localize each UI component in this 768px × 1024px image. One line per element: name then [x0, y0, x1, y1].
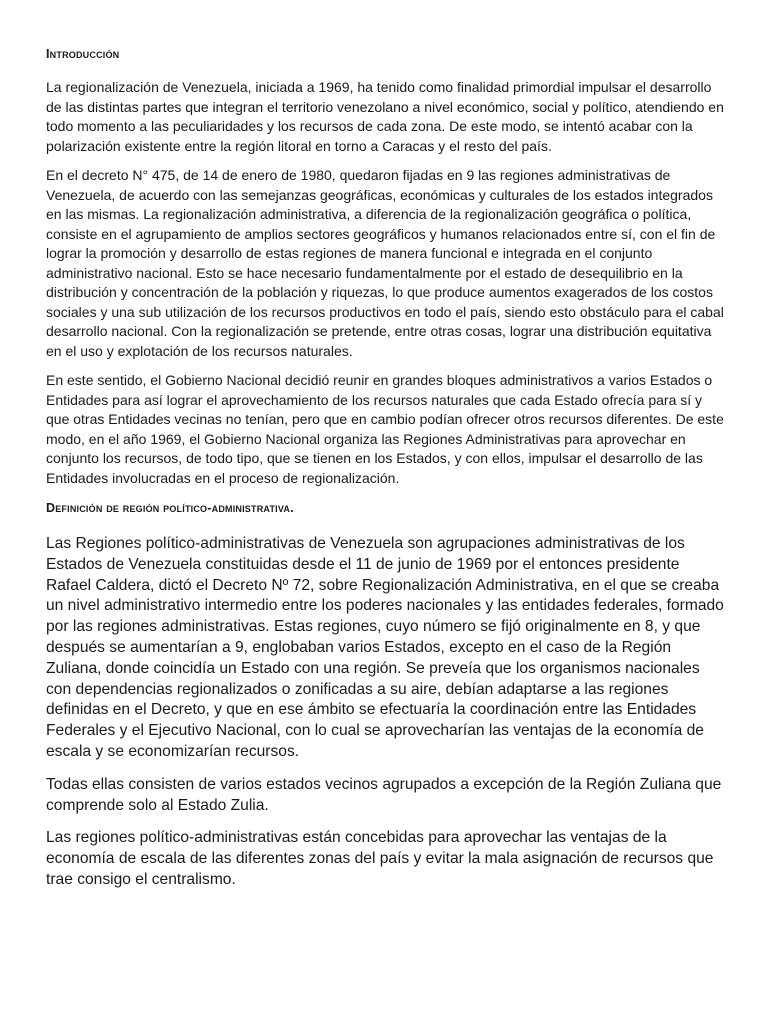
section-heading-definicion: Definición de región político-administrativa. [46, 501, 294, 515]
paragraph: En este sentido, el Gobierno Nacional decidió reunir en grandes bloques administrativos a varios Estados o Entidades para así lograr el aprovechamiento de los recursos naturales que cada Estado ofrecía para sí y que otras Entidades vecinas no tenían, pero que en cambio podían ofrecer otros recursos diferentes. De este modo, en el año 1969, el Gobierno Nacional organiza las Regiones Administrativas para aprovechar en conjunto los recursos, de todo tipo, que se tienen en los Estados, y con ellos, impulsar el desarrollo de las Entidades involucradas en el proceso de regionalización. [46, 372, 724, 486]
paragraph: En el decreto N° 475, de 14 de enero de 1980, quedaron fijadas en 9 las regiones administrativas de Venezuela, de acuerdo con las semejanzas geográficas, económicas y culturales de los estados integrados en las mismas. La regionalización administrativa, a diferencia de la regionalización geográfica o política, consiste en el agrupamiento de amplios sectores geográficos y humanos relacionados entre sí, con el fin de lograr la promoción y desarrollo de estas regiones de manera funcional e integrada en el conjunto administrativo nacional. Esto se hace necesario fundamentalmente por el estado de desequilibrio en la distribución y concentración de la población y riquezas, lo que produce aumentos exagerados de los costos sociales y una sub utilización de los recursos productivos en todo el país, siendo esto obstáculo para el cabal desarrollo nacional. Con la regionalización se pretende, entre otras cosas, lograr una distribución equitativa en el uso y explotación de los recursos naturales. [46, 167, 724, 359]
paragraph: Todas ellas consisten de varios estados vecinos agrupados a excepción de la Región Zuliana que comprende solo al Estado Zulia. [46, 775, 722, 814]
document-page [46, 44, 726, 903]
paragraph: Las Regiones político-administrativas de Venezuela son agrupaciones administrativas de los Estados de Venezuela constituidas desde el 11 de junio de 1969 por el entonces presidente Rafael Caldera, dictó el Decreto Nº 72, sobre Regionalización Administrativa, en el que se creaba un nivel administrativo intermedio entre los poderes nacionales y las entidades federales, formado por las regiones administrativas. Estas regiones, cuyo número se fijó originalmente en 8, y que después se aumentarían a 9, englobaban varios Estados, excepto en el caso de la Región Zuliana, donde coincidía un Estado con una región. Se preveía que los organismos nacionales con dependencias regionalizados o zonificadas a su aire, debían adaptarse a las regiones definidas en el Decreto, y que en ese ámbito se efectuaría la coordinación entre las Entidades Federales y el Ejecutivo Nacional, con lo cual se aprovecharían las ventajas de la economía de escala y se economizarían recursos. [46, 535, 724, 760]
section-heading-introduccion: Introducción [46, 47, 120, 61]
paragraph: Las regiones político-administrativas están concebidas para aprovechar las ventajas de la economía de escala de las diferentes zonas del país y evitar la mala asignación de recursos que trae consigo el centralismo. [46, 829, 714, 888]
paragraph: La regionalización de Venezuela, iniciada a 1969, ha tenido como finalidad primordial impulsar el desarrollo de las distintas partes que integran el territorio venezolano a nivel económico, social y político, atendiendo en todo momento a las peculiaridades y los recursos de cada zona. De este modo, se intentó acabar con la polarización existente entre la región litoral en torno a Caracas y el resto del país. [46, 79, 724, 154]
